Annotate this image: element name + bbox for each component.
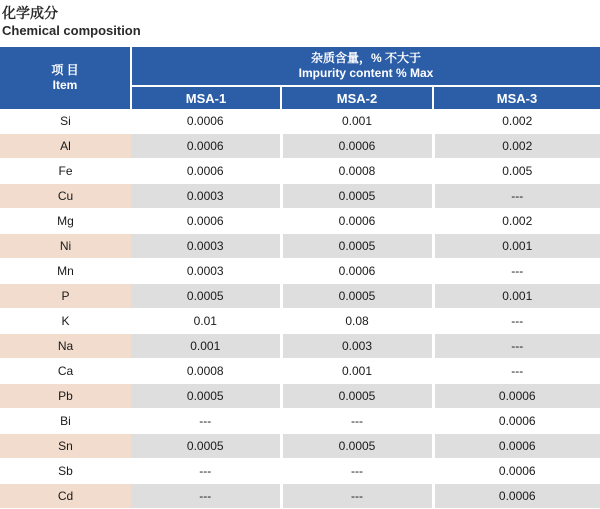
element-cell: P <box>0 284 131 309</box>
table-row <box>0 359 600 384</box>
table-row <box>0 434 600 459</box>
table-row <box>0 109 600 134</box>
page-title-en: Chemical composition <box>2 23 141 38</box>
value-cell-msa-1: 0.0003 <box>131 259 281 284</box>
item-header-cn: 项 目 <box>51 63 79 77</box>
value-cell-msa-1: 0.0005 <box>131 434 281 459</box>
table-row <box>0 384 600 409</box>
table-row <box>0 334 600 359</box>
value-cell-msa-2: --- <box>281 484 433 509</box>
value-cell-msa-1: 0.0006 <box>131 159 281 184</box>
value-cell-msa-1: 0.0003 <box>131 184 281 209</box>
value-cell-msa-2: --- <box>281 459 433 484</box>
element-cell: Mg <box>0 209 131 234</box>
value-cell-msa-3: 0.0006 <box>433 459 600 484</box>
table-row <box>0 284 600 309</box>
value-cell-msa-3: 0.0006 <box>433 384 600 409</box>
element-cell: Mn <box>0 259 131 284</box>
table-header <box>0 47 600 109</box>
value-cell-msa-3: --- <box>433 184 600 209</box>
value-cell-msa-3: 0.001 <box>433 234 600 259</box>
value-cell-msa-3: 0.0006 <box>433 434 600 459</box>
value-cell-msa-1: --- <box>131 459 281 484</box>
element-cell: Ca <box>0 359 131 384</box>
composition-table <box>0 47 600 509</box>
value-cell-msa-3: --- <box>433 359 600 384</box>
table-row <box>0 459 600 484</box>
value-cell-msa-3: 0.002 <box>433 134 600 159</box>
composition-table-container <box>0 47 600 509</box>
value-cell-msa-3: 0.002 <box>433 109 600 134</box>
table-row <box>0 134 600 159</box>
value-cell-msa-2: 0.001 <box>281 109 433 134</box>
value-cell-msa-2: 0.003 <box>281 334 433 359</box>
value-cell-msa-1: 0.0003 <box>131 234 281 259</box>
item-column-header <box>0 47 131 109</box>
table-row <box>0 309 600 334</box>
value-cell-msa-1: 0.0005 <box>131 284 281 309</box>
impurity-group-header <box>131 47 600 86</box>
value-cell-msa-2: 0.0006 <box>281 134 433 159</box>
element-cell: K <box>0 309 131 334</box>
value-cell-msa-3: --- <box>433 259 600 284</box>
table-body <box>0 109 600 509</box>
element-cell: Na <box>0 334 131 359</box>
value-cell-msa-2: 0.0005 <box>281 284 433 309</box>
impurity-header-en: Impurity content % Max <box>298 66 434 80</box>
value-cell-msa-2: --- <box>281 409 433 434</box>
value-cell-msa-3: 0.0006 <box>433 409 600 434</box>
element-cell: Pb <box>0 384 131 409</box>
value-cell-msa-3: 0.001 <box>433 284 600 309</box>
value-cell-msa-2: 0.0006 <box>281 259 433 284</box>
element-cell: Cd <box>0 484 131 509</box>
value-cell-msa-1: --- <box>131 409 281 434</box>
table-row <box>0 184 600 209</box>
value-cell-msa-3: --- <box>433 334 600 359</box>
value-cell-msa-2: 0.0005 <box>281 184 433 209</box>
value-cell-msa-1: 0.0008 <box>131 359 281 384</box>
element-cell: Bi <box>0 409 131 434</box>
value-cell-msa-3: 0.002 <box>433 209 600 234</box>
table-row <box>0 259 600 284</box>
value-cell-msa-3: --- <box>433 309 600 334</box>
value-cell-msa-2: 0.001 <box>281 359 433 384</box>
value-cell-msa-2: 0.0005 <box>281 384 433 409</box>
table-row <box>0 409 600 434</box>
column-header-msa-1: MSA-1 <box>131 86 281 109</box>
value-cell-msa-1: 0.0005 <box>131 384 281 409</box>
value-cell-msa-3: 0.005 <box>433 159 600 184</box>
element-cell: Cu <box>0 184 131 209</box>
element-cell: Sn <box>0 434 131 459</box>
value-cell-msa-2: 0.0006 <box>281 209 433 234</box>
element-cell: Sb <box>0 459 131 484</box>
table-row <box>0 484 600 509</box>
value-cell-msa-2: 0.08 <box>281 309 433 334</box>
impurity-header-cn: 杂质含量，% 不大于 <box>311 51 422 65</box>
element-cell: Si <box>0 109 131 134</box>
value-cell-msa-1: 0.01 <box>131 309 281 334</box>
element-cell: Ni <box>0 234 131 259</box>
value-cell-msa-2: 0.0005 <box>281 234 433 259</box>
table-row <box>0 234 600 259</box>
value-cell-msa-2: 0.0005 <box>281 434 433 459</box>
value-cell-msa-1: --- <box>131 484 281 509</box>
table-row <box>0 209 600 234</box>
item-header-en: Item <box>52 78 78 92</box>
value-cell-msa-3: 0.0006 <box>433 484 600 509</box>
column-header-msa-3: MSA-3 <box>433 86 600 109</box>
value-cell-msa-1: 0.0006 <box>131 134 281 159</box>
table-row <box>0 159 600 184</box>
column-header-msa-2: MSA-2 <box>281 86 433 109</box>
element-cell: Fe <box>0 159 131 184</box>
value-cell-msa-1: 0.001 <box>131 334 281 359</box>
value-cell-msa-1: 0.0006 <box>131 209 281 234</box>
element-cell: Al <box>0 134 131 159</box>
value-cell-msa-2: 0.0008 <box>281 159 433 184</box>
value-cell-msa-1: 0.0006 <box>131 109 281 134</box>
page-title-cn: 化学成分 <box>2 6 58 22</box>
